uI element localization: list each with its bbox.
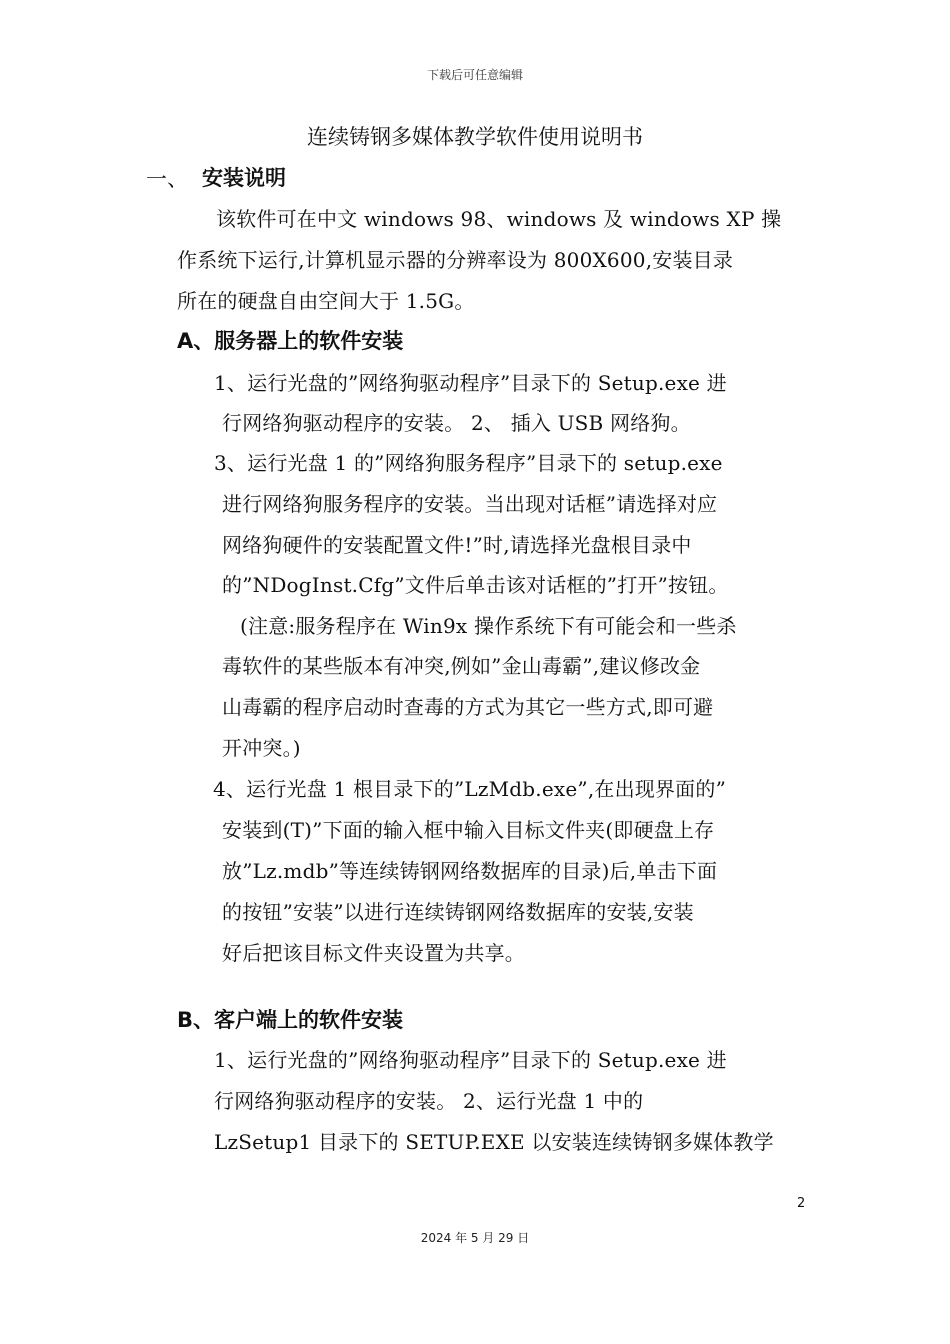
- body-text-line: 行网络狗驱动程序的安装。 2、运行光盘 1 中的: [214, 1089, 644, 1113]
- section-number: 一、: [146, 167, 188, 191]
- body-text-line: 好后把该目标文件夹设置为共享。: [222, 941, 525, 965]
- note-text-line: (注意:服务程序在 Win9x 操作系统下有可能会和一些杀: [240, 614, 737, 638]
- body-text-line: 行网络狗驱动程序的安装。 2、 插入 USB 网络狗。: [222, 411, 691, 435]
- section-heading: 安装说明: [202, 166, 286, 190]
- body-text-line: 1、运行光盘的”网络狗驱动程序”目录下的 Setup.exe 进: [214, 371, 727, 395]
- body-text-line: 该软件可在中文 windows 98、windows 及 windows XP 操: [216, 207, 782, 231]
- body-text-line: LzSetup1 目录下的 SETUP.EXE 以安装连续铸钢多媒体教学: [214, 1130, 774, 1154]
- body-text-line: 1、运行光盘的”网络狗驱动程序”目录下的 Setup.exe 进: [214, 1048, 727, 1072]
- body-text-line: 进行网络狗服务程序的安装。当出现对话框”请选择对应: [222, 492, 718, 516]
- page-footer-date: 2024 年 5 月 29 日: [420, 1231, 530, 1245]
- subsection-heading-b: B、客户端上的软件安装: [177, 1008, 404, 1032]
- body-text-line: 所在的硬盘自由空间大于 1.5G。: [177, 289, 475, 313]
- note-text-line: 山毒霸的程序启动时查毒的方式为其它一些方式,即可避: [222, 695, 714, 719]
- page-header: 下载后可任意编辑: [426, 68, 523, 82]
- subsection-heading-a: A、服务器上的软件安装: [177, 329, 404, 353]
- body-text-line: 3、运行光盘 1 的”网络狗服务程序”目录下的 setup.exe: [214, 451, 723, 475]
- body-text-line: 的”NDogInst.Cfg”文件后单击该对话框的”打开”按钮。: [222, 573, 729, 597]
- body-text-line: 的按钮”安装”以进行连续铸钢网络数据库的安装,安装: [222, 900, 694, 924]
- body-text-line: 网络狗硬件的安装配置文件!”时,请选择光盘根目录中: [222, 533, 692, 557]
- note-text-line: 开冲突。): [222, 736, 301, 760]
- document-title: 连续铸钢多媒体教学软件使用说明书: [307, 125, 643, 149]
- body-text-line: 安装到(T)”下面的输入框中输入目标文件夹(即硬盘上存: [222, 818, 715, 842]
- body-text-line: 4、运行光盘 1 根目录下的”LzMdb.exe”,在出现界面的”: [213, 777, 727, 801]
- body-text-line: 放”Lz.mdb”等连续铸钢网络数据库的目录)后,单击下面: [222, 859, 718, 883]
- page-number: 2: [797, 1196, 806, 1211]
- note-text-line: 毒软件的某些版本有冲突,例如”金山毒霸”,建议修改金: [222, 654, 701, 678]
- body-text-line: 作系统下运行,计算机显示器的分辨率设为 800X600,安装目录: [177, 248, 734, 272]
